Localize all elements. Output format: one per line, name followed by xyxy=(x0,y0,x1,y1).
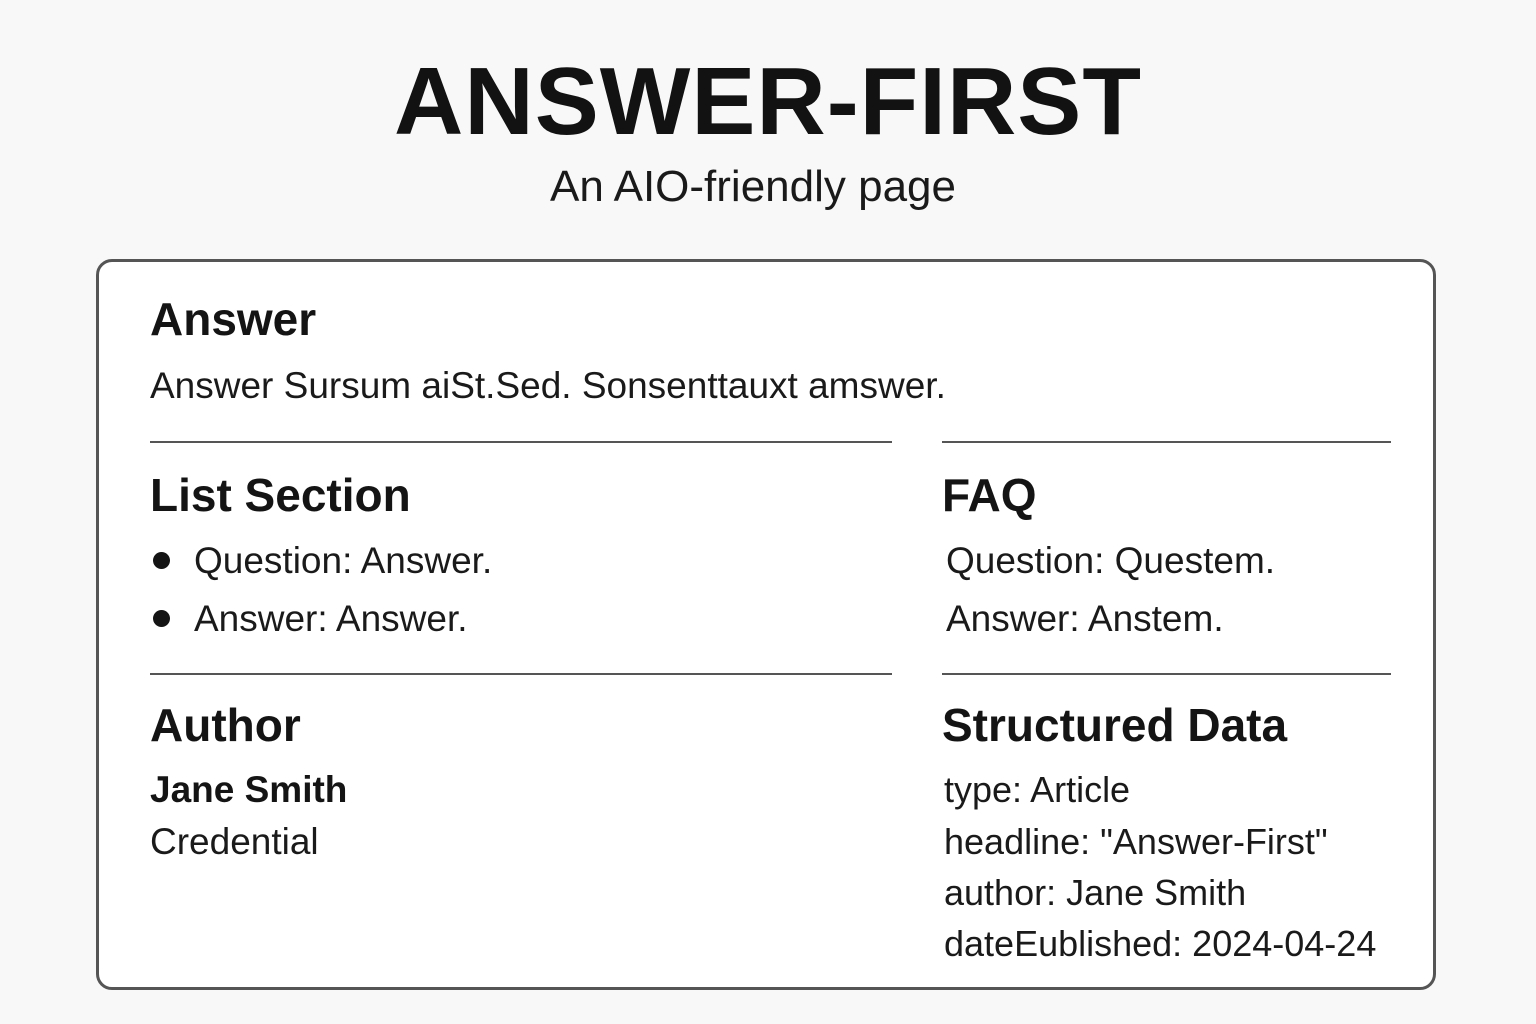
page-subtitle: An AIO-friendly page xyxy=(549,162,956,211)
divider xyxy=(942,673,1391,675)
author-heading: Author xyxy=(150,699,301,751)
structured-data-line: type: Article xyxy=(944,769,1131,810)
author-name: Jane Smith xyxy=(150,769,348,810)
structured-data-line: dateEublished: 2024-04-24 xyxy=(944,923,1377,964)
faq-answer: Answer: Anstem. xyxy=(946,598,1224,639)
divider xyxy=(150,673,892,675)
structured-data-heading: Structured Data xyxy=(942,699,1288,751)
list-item: Answer: Answer. xyxy=(194,598,468,639)
divider xyxy=(150,441,892,443)
bullet-icon xyxy=(153,610,170,627)
faq-heading: FAQ xyxy=(942,469,1037,521)
divider xyxy=(942,441,1391,443)
answer-heading: Answer xyxy=(150,293,317,345)
bullet-icon xyxy=(153,552,170,569)
answer-text: Answer Sursum aiSt.Sed. Sonsenttauxt amswer. xyxy=(150,365,946,406)
faq-question: Question: Questem. xyxy=(946,540,1276,581)
content-card xyxy=(96,259,1436,990)
author-credential: Credential xyxy=(150,821,319,862)
list-section-heading: List Section xyxy=(150,469,411,521)
structured-data-line: author: Jane Smith xyxy=(944,872,1247,913)
page-title: ANSWER-FIRST xyxy=(394,48,1142,155)
structured-data-line: headline: "Answer-First" xyxy=(944,821,1328,862)
list-item: Question: Answer. xyxy=(194,540,493,581)
